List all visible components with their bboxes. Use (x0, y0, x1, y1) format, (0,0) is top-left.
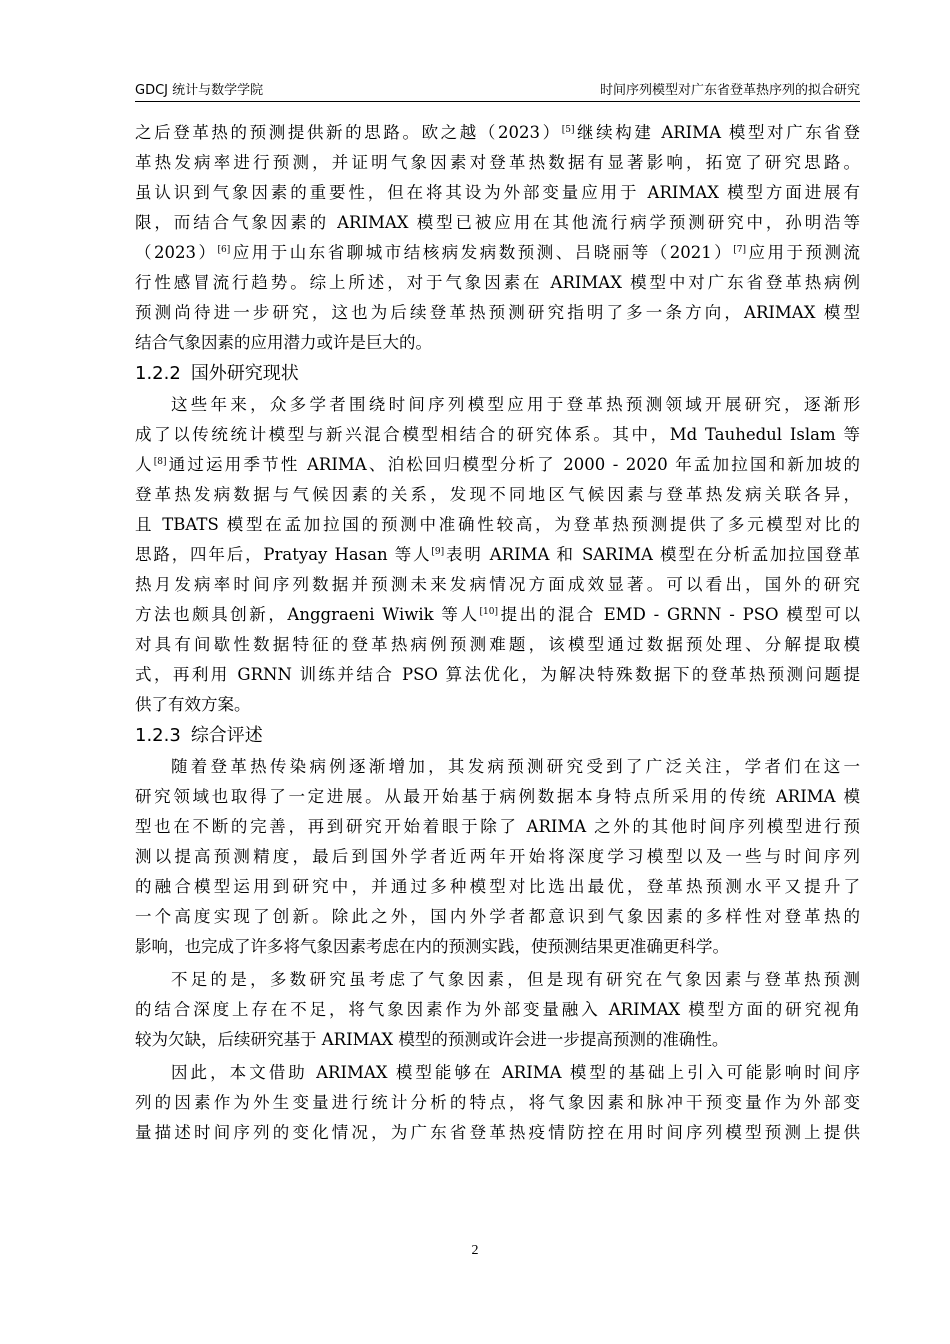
text-line: 供了有效方案。 (135, 695, 251, 714)
header-paper-title: 时间序列模型对广东省登革热序列的拟合研究 (599, 83, 860, 98)
text-line (135, 540, 860, 570)
text-line: 的结合深度上存在不足，将气象因素作为外部变量融入 ARIMAX 模型方面的研究视角 (135, 1000, 860, 1019)
text-span: 表明 ARIMA 和 SARIMA 模型在分析孟加拉国登革 (444, 545, 860, 564)
running-header (135, 79, 860, 102)
paragraph-4 (135, 965, 860, 1055)
page-number: 2 (471, 1243, 479, 1258)
text-line: 随着登革热传染病例逐渐增加，其发病预测研究受到了广泛关注，学者们在这一 (171, 757, 860, 776)
text-span: 继续构建 ARIMA 模型对广东省登 (574, 123, 860, 142)
text-span: 方法也颇具创新，Anggraeni Wiwik 等人 (135, 605, 480, 624)
text-line (135, 238, 860, 268)
text-line: 量描述时间序列的变化情况，为广东省登革热疫情防控在用时间序列模型预测上提供 (135, 1123, 860, 1142)
section-heading-1-2-3 (135, 721, 860, 751)
paragraph-1 (135, 118, 860, 358)
citation-ref: [5] (561, 125, 575, 135)
paragraph-2 (135, 390, 860, 720)
header-institution: GDCJ 统计与数学学院 (135, 83, 264, 98)
text-span: 提出的混合 EMD - GRNN - PSO 模型可以 (498, 605, 860, 624)
text-span: 人 (135, 455, 154, 474)
text-span: 应用于预测流 (746, 243, 860, 262)
text-line: 热月发病率时间序列数据并预测未来发病情况方面成效显著。可以看出，国外的研究 (135, 575, 860, 594)
text-line: 列的因素作为外生变量进行统计分析的特点，将气象因素和脉冲干预变量作为外部变 (135, 1093, 860, 1112)
text-line: 不足的是，多数研究虽考虑了气象因素，但是现有研究在气象因素与登革热预测 (171, 970, 860, 989)
text-span: 思路，四年后，Pratyay Hasan 等人 (135, 545, 432, 564)
text-line: 对具有间歇性数据特征的登革热病例预测难题，该模型通过数据预处理、分解提取模 (135, 635, 860, 654)
text-line: 一个高度实现了创新。除此之外，国内外学者都意识到气象因素的多样性对登革热的 (135, 907, 860, 926)
text-span: （2023） (135, 243, 218, 262)
text-line: 成了以传统统计模型与新兴混合模型相结合的研究体系。其中，Md Tauhedul Islam 等 (135, 425, 860, 444)
text-line: 的融合模型运用到研究中，并通过多种模型对比选出最优，登革热预测水平又提升了 (135, 877, 860, 896)
text-line: 登革热发病数据与气候因素的关系，发现不同地区气候因素与登革热发病关联各异， (135, 485, 860, 504)
text-line: 式，再利用 GRNN 训练并结合 PSO 算法优化，为解决特殊数据下的登革热预测问题提 (135, 665, 860, 684)
text-line: 虽认识到气象因素的重要性，但在将其设为外部变量应用于 ARIMAX 模型方面进展有 (135, 183, 860, 202)
citation-ref: [6] (217, 245, 231, 255)
text-line: 型也在不断的完善，再到研究开始着眼于除了 ARIMA 之外的其他时间序列模型进行预 (135, 817, 860, 836)
paragraph-3 (135, 752, 860, 962)
text-span: 通过运用季节性 ARIMA、泊松回归模型分析了 2000 - 2020 年孟加拉国和新加坡的 (166, 455, 860, 474)
citation-ref: [7] (733, 245, 746, 255)
text-line: 结合气象因素的应用潜力或许是巨大的。 (135, 333, 432, 352)
text-span: 应用于山东省聊城市结核病发病数预测、吕晓丽等（2021） (230, 243, 734, 262)
citation-ref: [10] (479, 607, 499, 617)
text-span: 之后登革热的预测提供新的思路。欧之越（2023） (135, 123, 562, 142)
body-text (135, 118, 860, 1148)
text-line: 且 TBATS 模型在孟加拉国的预测中准确性较高，为登革热预测提供了多元模型对比的 (135, 515, 860, 534)
text-line (135, 450, 860, 480)
text-line (135, 600, 860, 630)
text-line: 行性感冒流行趋势。综上所述，对于气象因素在 ARIMAX 模型中对广东省登革热病例 (135, 273, 860, 292)
text-line: 这些年来，众多学者围绕时间序列模型应用于登革热预测领域开展研究，逐渐形 (171, 395, 860, 414)
text-line: 因此，本文借助 ARIMAX 模型能够在 ARIMA 模型的基础上引入可能影响时间序 (171, 1063, 860, 1082)
section-title: 国外研究现状 (190, 363, 299, 384)
section-heading-1-2-2 (135, 359, 860, 389)
citation-ref: [9] (431, 547, 445, 557)
text-line: 研究领域也取得了一定进展。从最开始基于病例数据本身特点所采用的传统 ARIMA 模 (135, 787, 860, 806)
text-line: 限，而结合气象因素的 ARIMAX 模型已被应用在其他流行病学预测研究中，孙明浩等 (135, 213, 860, 232)
section-title: 综合评述 (190, 725, 263, 746)
section-number: 1.2.2 (135, 363, 181, 384)
text-line (135, 118, 860, 148)
text-line: 较为欠缺，后续研究基于 ARIMAX 模型的预测或许会进一步提高预测的准确性。 (135, 1030, 729, 1049)
text-line: 影响，也完成了许多将气象因素考虑在内的预测实践，使预测结果更准确更科学。 (135, 937, 729, 956)
text-line: 革热发病率进行预测，并证明气象因素对登革热数据有显著影响，拓宽了研究思路。 (135, 153, 860, 172)
paragraph-5 (135, 1058, 860, 1148)
text-line: 预测尚待进一步研究，这也为后续登革热预测研究指明了多一条方向，ARIMAX 模型 (135, 303, 860, 322)
text-line: 测以提高预测精度，最后到国外学者近两年开始将深度学习模型以及一些与时间序列 (135, 847, 860, 866)
citation-ref: [8] (153, 457, 167, 467)
section-number: 1.2.3 (135, 725, 181, 746)
